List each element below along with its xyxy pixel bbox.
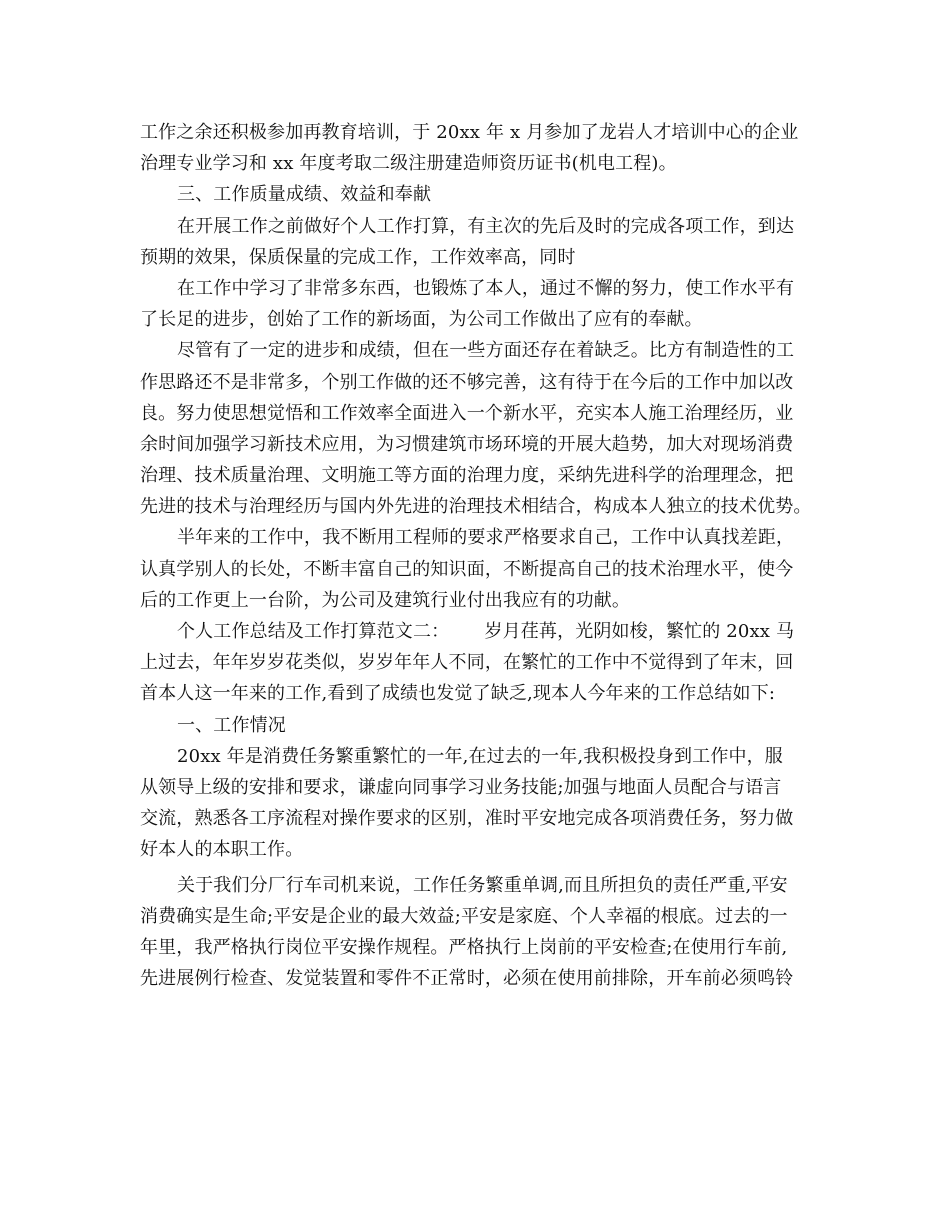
text-line: 20xx 年是消费任务繁重繁忙的一年,在过去的一年,我积极投身到工作中，服: [177, 745, 783, 767]
text-line: 作思路还不是非常多，个别工作做的还不够完善，这有待于在今后的工作中加以改: [140, 371, 794, 393]
text-line: 上过去，年年岁岁花类似，岁岁年年人不同，在繁忙的工作中不觉得到了年末，回: [140, 652, 794, 674]
text-line: 年里，我严格执行岗位平安操作规程。严格执行上岗前的平安检查;在使用行车前,: [140, 936, 788, 958]
text-line: 在工作中学习了非常多东西，也锻炼了本人，通过不懈的努力，使工作水平有: [177, 277, 795, 299]
text-line: 余时间加强学习新技术应用，为习惯建筑市场环境的开展大趋势，加大对现场消费: [140, 433, 794, 455]
text-line: 关于我们分厂行车司机来说，工作任务繁重单调,而且所担负的责任严重,平安: [177, 874, 788, 896]
text-line: 治理、技术质量治理、文明施工等方面的治理力度，采纳先进科学的治理理念，把: [140, 465, 794, 487]
section-heading: 三、工作质量成绩、效益和奉献: [177, 184, 432, 206]
text-line: 认真学别人的长处，不断丰富自己的知识面，不断提高自己的技术治理水平，使今: [140, 558, 794, 580]
text-line: 工作之余还积极参加再教育培训，于 20xx 年 x 月参加了龙岩人才培训中心的企业: [140, 122, 799, 143]
text-line: 良。努力使思想觉悟和工作效率全面进入一个新水平，充实本人施工治理经历，业: [140, 402, 794, 424]
text-line: 半年来的工作中，我不断用工程师的要求严格要求自己，工作中认真找差距，: [177, 527, 795, 549]
text-line: 了长足的进步，创始了工作的新场面，为公司工作做出了应有的奉献。: [140, 309, 703, 331]
text-line: 好本人的本职工作。: [140, 839, 304, 861]
text-line: 后的工作更上一台阶，为公司及建筑行业付出我应有的功献。: [140, 589, 631, 611]
text-line: 消费确实是生命;平安是企业的最大效益;平安是家庭、个人幸福的根底。过去的一: [140, 905, 788, 927]
text-line: 治理专业学习和 xx 年度考取二级注册建造师资历证书(机电工程)。: [140, 153, 677, 175]
text-line: 先进展例行检查、发觉装置和零件不正常时，必须在使用前排除，开车前必须鸣铃: [140, 968, 794, 990]
document-body: [140, 117, 820, 994]
text-line: 交流，熟悉各工序流程对操作要求的区别，准时平安地完成各项消费任务，努力做: [140, 808, 794, 830]
section-heading: 一、工作情况: [177, 714, 286, 736]
text-line: 个人工作总结及工作打算范文二： 岁月荏苒，光阴如梭，繁忙的 20xx 马: [177, 621, 795, 642]
text-line: 先进的技术与治理经历与国内外先进的治理技术相结合，构成本人独立的技术优势。: [140, 496, 812, 518]
text-line: 预期的效果，保质保量的完成工作，工作效率高，同时: [140, 246, 576, 268]
text-line: 从领导上级的安排和要求，谦虚向同事学习业务技能;加强与地面人员配合与语言: [140, 776, 782, 798]
text-line: 首本人这一年来的工作,看到了成绩也发觉了缺乏,现本人今年来的工作总结如下:: [140, 683, 776, 705]
text-line: 尽管有了一定的进步和成绩，但在一些方面还存在着缺乏。比方有制造性的工: [177, 340, 795, 362]
text-line: 在开展工作之前做好个人工作打算，有主次的先后及时的完成各项工作，到达: [177, 215, 795, 237]
